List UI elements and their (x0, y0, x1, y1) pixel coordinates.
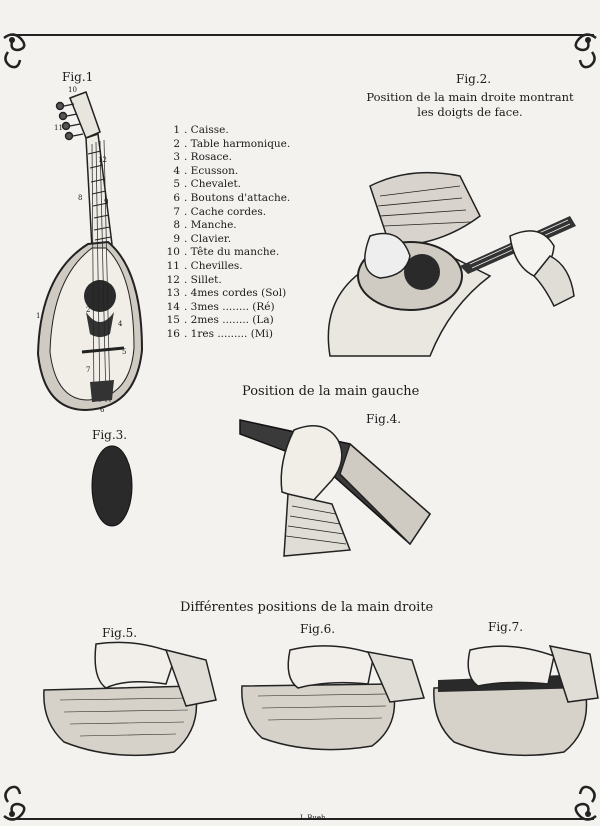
legend-item (160, 178, 290, 192)
ornament-top-right (554, 28, 600, 74)
callout-2: 2 (86, 306, 91, 314)
fig2-caption (360, 90, 580, 120)
callout-10: 10 (68, 86, 77, 94)
ornament-top-left (0, 28, 46, 74)
legend-item (160, 301, 290, 315)
legend-item-number: 6 (173, 191, 180, 204)
callout-12: 12 (98, 156, 107, 164)
legend-item (160, 246, 290, 260)
legend-item (160, 165, 290, 179)
fig6-label: Fig.6. (300, 622, 336, 636)
callout-5: 5 (122, 348, 127, 356)
fig3-plectrum-illustration (88, 444, 136, 528)
fig2-caption-line2: les doigts de face. (417, 105, 523, 119)
legend-item (160, 219, 290, 233)
legend-item-text: . Caisse. (184, 124, 229, 136)
fig5-label: Fig.5. (102, 626, 138, 640)
fig1-parts-legend (160, 124, 290, 342)
legend-item-number: 11 (166, 259, 180, 272)
fig6-hand-on-mandolin (238, 640, 428, 754)
callout-7: 7 (86, 366, 91, 374)
legend-item (160, 151, 290, 165)
legend-item (160, 192, 290, 206)
legend-item-number: 12 (166, 273, 180, 286)
fig2-caption-line1: Position de la main droite montrant (366, 90, 574, 104)
legend-item-text: . 3mes ........ (Ré) (184, 300, 275, 313)
fig5-hand-on-mandolin (40, 640, 220, 760)
legend-item-text: . Ecusson. (184, 164, 239, 177)
legend-item (160, 274, 290, 288)
legend-item-number: 7 (173, 205, 180, 218)
legend-item-text: . Sillet. (184, 273, 222, 286)
legend-item-text: . Cache cordes. (184, 205, 267, 218)
callout-4: 4 (118, 320, 123, 328)
legend-item-number: 2 (173, 137, 180, 150)
legend-item-number: 10 (166, 246, 180, 259)
legend-item (160, 328, 290, 342)
ornament-bottom-right (554, 780, 600, 826)
legend-item (160, 260, 290, 274)
legend-item-text: . 2mes ........ (La) (184, 314, 274, 327)
printer-mark: I. Bueh (300, 814, 326, 822)
fig3-label: Fig.3. (92, 428, 128, 442)
callout-6: 6 (100, 406, 105, 414)
legend-item (160, 314, 290, 328)
fig7-label: Fig.7. (488, 620, 524, 634)
fig1-mandolin-diagram (30, 84, 160, 414)
callout-1: 1 (36, 312, 41, 320)
legend-item-text: . Manche. (184, 219, 237, 232)
legend-item-text: . Chevilles. (184, 259, 243, 272)
ornament-bottom-left (0, 780, 46, 826)
legend-item-text: . Boutons d'attache. (184, 191, 291, 204)
legend-item (160, 124, 290, 138)
legend-item-text: . Clavier. (184, 232, 232, 245)
legend-item-number: 4 (173, 164, 180, 177)
legend-item-number: 3 (173, 151, 180, 164)
legend-item (160, 138, 290, 152)
bottom-heading: Différentes positions de la main droite (180, 600, 434, 615)
legend-item-number: 8 (173, 219, 180, 232)
legend-item-number: 9 (173, 232, 180, 245)
fig7-hand-on-mandolin (430, 636, 600, 762)
legend-item-text: . Tête du manche. (184, 246, 280, 259)
legend-item-number: 1 (173, 124, 180, 136)
fig4-heading: Position de la main gauche (242, 384, 420, 399)
legend-item-number: 13 (166, 287, 180, 300)
legend-item-text: . 4mes cordes (Sol) (184, 287, 287, 300)
legend-item-text: . Chevalet. (184, 178, 242, 191)
fig4-label: Fig.4. (366, 412, 402, 426)
legend-item-text: . Rosace. (184, 151, 232, 164)
legend-item-number: 14 (166, 300, 180, 313)
callout-8: 8 (78, 194, 83, 202)
callout-9: 9 (104, 198, 109, 206)
legend-item-number: 16 (166, 327, 180, 340)
fig2-label: Fig.2. (456, 72, 492, 86)
legend-item (160, 287, 290, 301)
legend-item-number: 5 (173, 178, 180, 191)
callout-11: 11 (54, 124, 63, 132)
fig4-left-hand-illustration (236, 410, 432, 560)
legend-item (160, 233, 290, 247)
fig1-label: Fig.1 (62, 70, 94, 84)
legend-item-text: . 1res ......... (Mi) (184, 327, 273, 340)
legend-item (160, 206, 290, 220)
legend-item-text: . Table harmonique. (184, 137, 291, 150)
fig2-right-hand-illustration (310, 126, 590, 366)
legend-item-number: 15 (166, 314, 180, 327)
